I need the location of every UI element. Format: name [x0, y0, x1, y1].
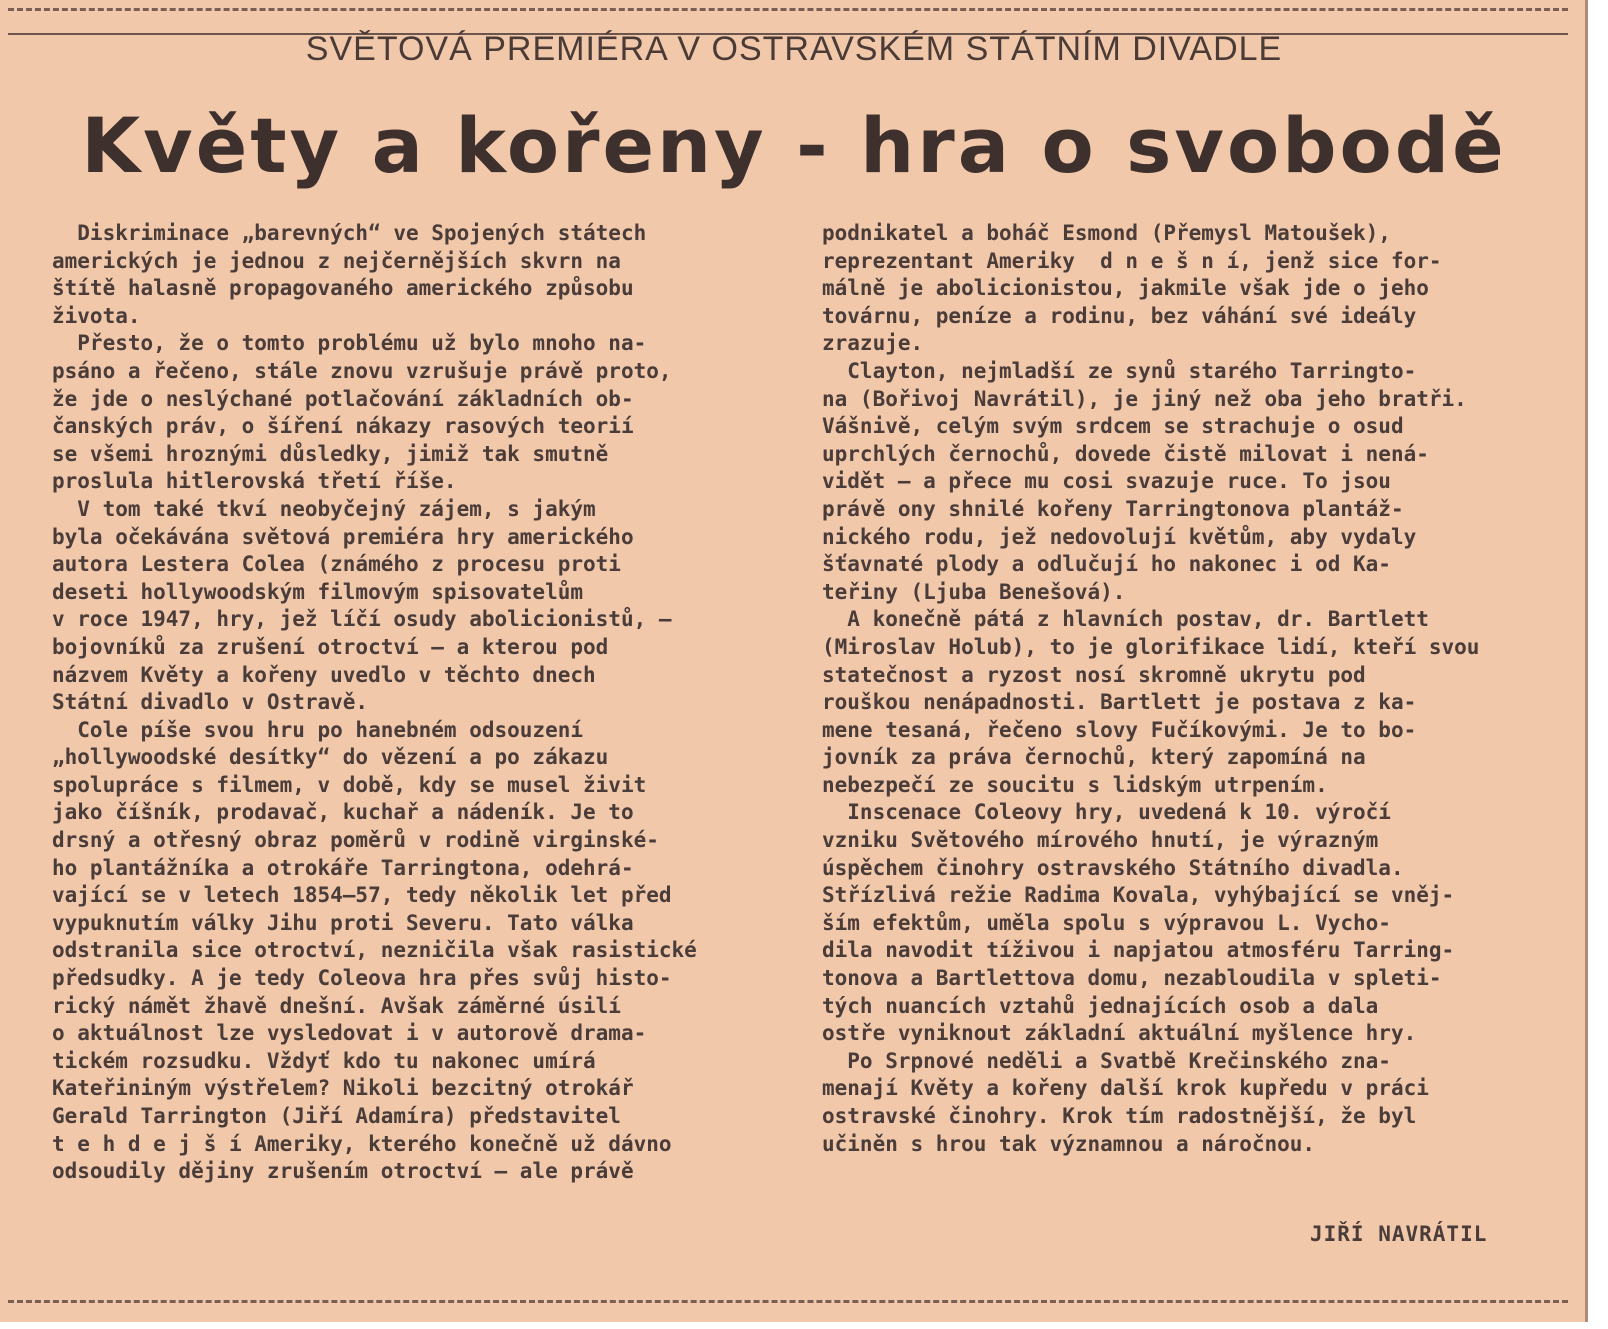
text-line: úspěchem činohry ostravského Státního divadla.	[822, 855, 1404, 880]
text-line: psáno a řečeno, stále znovu vzrušuje právě proto,	[52, 358, 672, 383]
text-line: vypuknutím války Jihu proti Severu. Tato válka	[52, 910, 634, 935]
text-line: na (Bořivoj Navrátil), je jiný než oba jeho bratři.	[822, 386, 1467, 411]
text-line: vající se v letech 1854—57, tedy několik let před	[52, 883, 672, 908]
text-line: právě ony shnilé kořeny Tarringtonova plantáž-	[822, 496, 1404, 521]
text-line: Diskriminace „barevných“ ve Spojených státech	[52, 221, 647, 245]
text-line: nického rodu, jež nedovolují květům, aby vydaly	[822, 524, 1417, 549]
text-line: tých nuancích vztahů jednajících osob a dala	[822, 993, 1379, 1018]
text-line: „hollywoodské desítky“ do vězení a po zákazu	[52, 745, 609, 770]
text-line: reprezentant Ameriky d n e š n í, jenž sice for-	[822, 248, 1442, 273]
article-kicker: SVĚTOVÁ PREMIÉRA V OSTRAVSKÉM STÁTNÍM DIVADLE	[305, 30, 1283, 68]
text-line: ostravské činohry. Krok tím radostnější, že byl	[822, 1104, 1417, 1128]
text-line: továrnu, peníze a rodinu, bez váhání své ideály	[822, 303, 1417, 328]
text-line: menají Květy a kořeny další krok kupředu v práci	[822, 1076, 1429, 1101]
text-line: Cole píše svou hru po hanebném odsouzení	[52, 717, 584, 742]
text-line: bojovníků za zrušení otroctví — a kterou pod	[52, 634, 609, 659]
text-line: předsudky. A je tedy Coleova hra přes svůj histo-	[52, 966, 672, 991]
text-line: ho plantážníka a otrokáře Tarringtona, odehrá-	[52, 855, 634, 880]
text-line: Kateřininým výstřelem? Nikoli bezcitný otrokář	[52, 1076, 634, 1101]
text-line: zrazuje.	[822, 331, 924, 356]
text-line: teřiny (Ljuba Benešová).	[822, 579, 1126, 604]
text-line: tonova a Bartlettova domu, nezabloudila v spleti-	[822, 966, 1442, 991]
text-line: deseti hollywoodským filmovým spisovatelům	[52, 579, 584, 604]
article-headline: Květy a kořeny - hra o svobodě	[81, 101, 1507, 190]
text-line: mene tesaná, řečeno slovy Fučíkovými. Je to bo-	[822, 717, 1417, 742]
text-line: rouškou nenápadnosti. Bartlett je postava z ka-	[822, 690, 1417, 715]
text-line: se všemi hroznými důsledky, jimiž tak smutně	[52, 441, 609, 466]
text-line: o aktuálnost lze vysledovat i v autorově drama-	[52, 1021, 647, 1046]
text-line: amerických je jednou z nejčernějších skvrn na	[52, 248, 621, 273]
text-line: učiněn s hrou tak významnou a náročnou.	[822, 1131, 1316, 1156]
text-line: vzniku Světového mírového hnutí, je výrazným	[822, 828, 1379, 853]
text-line: dila navodit tíživou i napjatou atmosféru Tarring-	[822, 938, 1455, 963]
text-line: odstranila sice otroctví, nezničila však rasistické	[52, 938, 697, 963]
text-line: A konečně pátá z hlavních postav, dr. Bartlett	[822, 607, 1429, 632]
text-line: drsný a otřesný obraz poměrů v rodině virginské-	[52, 828, 659, 853]
text-line: Střízlivá režie Radima Kovala, vyhýbající se vněj-	[822, 883, 1455, 908]
text-line: štítě halasně propagovaného amerického způsobu	[52, 276, 634, 301]
text-line: spolupráce s filmem, v době, kdy se musel živit	[52, 772, 647, 797]
author-byline: JIŘÍ NAVRÁTIL	[1310, 1222, 1488, 1246]
text-line: ostře vyniknout základní aktuální myšlence hry.	[822, 1021, 1417, 1046]
text-line: autora Lestera Colea (známého z procesu proti	[52, 552, 621, 577]
text-line: t e h d e j š í Ameriky, kterého konečně už dávno	[52, 1131, 672, 1156]
text-line: šťavnaté plody a odlučují ho nakonec i od Ka-	[822, 552, 1391, 577]
text-line: V tom také tkví neobyčejný zájem, s jakým	[52, 496, 596, 521]
right-column	[822, 220, 1562, 1158]
text-line: jako číšník, prodavač, kuchař a nádeník. Je to	[52, 800, 634, 825]
text-line: (Miroslav Holub), to je glorifikace lidí, kteří svou	[822, 634, 1480, 659]
text-line: nebezpečí ze soucitu s lidským utrpením.	[822, 772, 1328, 797]
text-line: uprchlých černochů, dovede čistě milovat i nená-	[822, 441, 1429, 466]
text-line: Gerald Tarrington (Jiří Adamíra) představitel	[52, 1104, 621, 1128]
text-line: Vášnivě, celým svým srdcem se strachuje o osud	[822, 414, 1404, 439]
text-line: čanských práv, o šíření nákazy rasových teorií	[52, 414, 634, 439]
text-line: názvem Květy a kořeny uvedlo v těchto dnech	[52, 662, 596, 687]
left-column	[52, 220, 792, 1186]
text-line: byla očekávána světová premiéra hry amerického	[52, 524, 634, 549]
text-line: že jde o neslýchané potlačování základních ob-	[52, 386, 634, 411]
text-line: Přesto, že o tomto problému už bylo mnoho na-	[52, 331, 647, 356]
text-line: Státní divadlo v Ostravě.	[52, 690, 369, 715]
text-line: Clayton, nejmladší ze synů starého Tarringto-	[822, 358, 1417, 383]
text-line: proslula hitlerovská třetí říše.	[52, 469, 457, 494]
text-line: Po Srpnové neděli a Svatbě Krečinského zna-	[822, 1048, 1391, 1073]
text-line: málně je abolicionistou, jakmile však jde o jeho	[822, 276, 1429, 301]
text-line: života.	[52, 303, 141, 328]
text-line: vidět — a přece mu cosi svazuje ruce. To jsou	[822, 469, 1391, 494]
top-torn-edge	[8, 8, 1568, 11]
text-line: statečnost a ryzost nosí skromně ukrytu pod	[822, 662, 1366, 687]
text-line: ším efektům, uměla spolu s výpravou L. Vycho-	[822, 910, 1391, 935]
bottom-torn-edge	[8, 1300, 1568, 1303]
text-line: odsoudily dějiny zrušením otroctví — ale právě	[52, 1159, 634, 1184]
text-line: rický námět žhavě dnešní. Avšak záměrné úsilí	[52, 993, 621, 1018]
text-line: podnikatel a boháč Esmond (Přemysl Matoušek),	[822, 221, 1391, 245]
text-line: Inscenace Coleovy hry, uvedená k 10. výročí	[822, 800, 1391, 825]
text-line: tickém rozsudku. Vždyť kdo tu nakonec umírá	[52, 1048, 596, 1073]
text-line: jovník za práva černochů, který zapomíná na	[822, 745, 1366, 770]
text-line: v roce 1947, hry, jež líčí osudy abolicionistů, —	[52, 607, 672, 632]
